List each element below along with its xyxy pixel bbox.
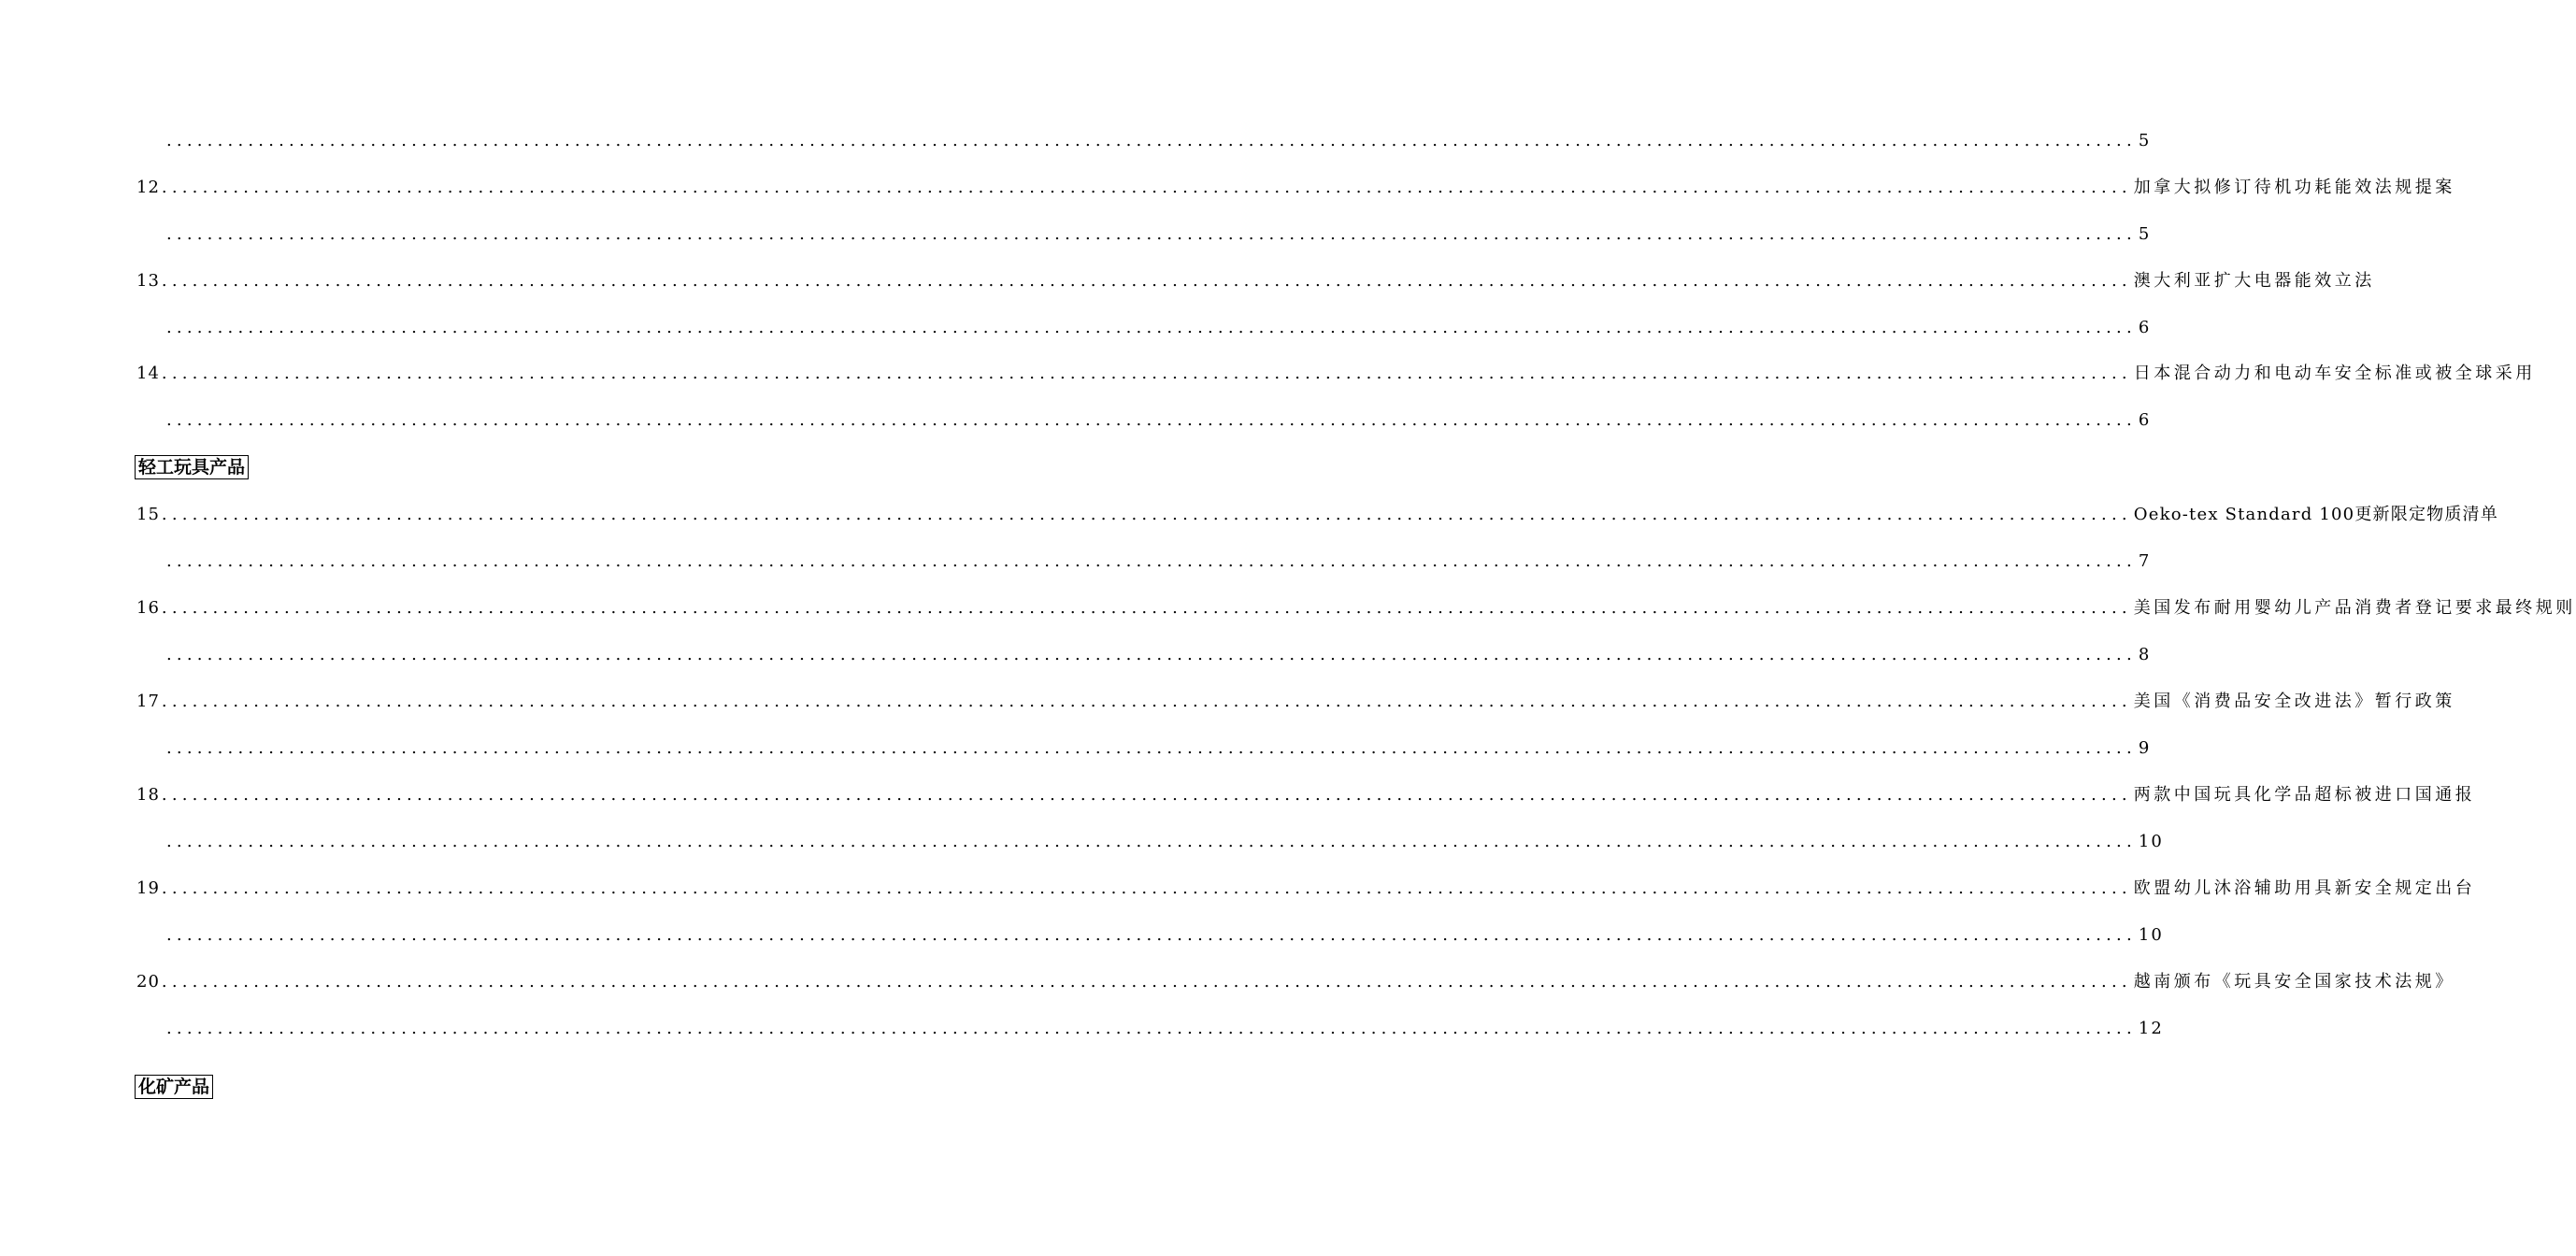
toc-entry-number: 15	[136, 505, 160, 524]
toc-page-number: 5	[2138, 224, 2152, 244]
dot-leader	[162, 595, 2132, 621]
toc-page-line[interactable]	[165, 128, 2152, 154]
toc-entry-title: 加拿大拟修订待机功耗能效法规提案	[2133, 178, 2455, 197]
toc-entry-20[interactable]	[136, 969, 2455, 995]
dot-leader	[162, 876, 2132, 902]
toc-entry-title: 澳大利亚扩大电器能效立法	[2133, 271, 2375, 291]
dot-leader	[166, 407, 2137, 434]
dot-leader	[166, 922, 2137, 949]
section-heading-chemical-mineral[interactable]: 化矿产品	[135, 1075, 213, 1099]
dot-leader	[166, 642, 2137, 668]
toc-entry-18[interactable]	[136, 782, 2476, 808]
toc-entry-13[interactable]	[136, 268, 2375, 294]
dot-leader	[166, 315, 2137, 341]
toc-entry-number: 16	[136, 598, 160, 618]
dot-leader	[166, 128, 2137, 154]
toc-page-number: 7	[2138, 551, 2152, 571]
dot-leader	[166, 829, 2137, 855]
toc-entry-title: 两款中国玩具化学品超标被进口国通报	[2133, 785, 2476, 805]
toc-entry-number: 19	[136, 878, 160, 898]
toc-entry-12[interactable]	[136, 175, 2455, 201]
toc-page-line[interactable]	[165, 922, 2164, 949]
dot-leader	[166, 549, 2137, 575]
toc-entry-title: 美国《消费品安全改进法》暂行政策	[2133, 692, 2455, 711]
toc-entry-number: 17	[136, 692, 160, 711]
toc-page-line[interactable]	[165, 829, 2164, 855]
toc-entry-number: 12	[136, 178, 160, 197]
dot-leader	[166, 1016, 2137, 1042]
toc-page-line[interactable]	[165, 315, 2152, 341]
dot-leader	[162, 782, 2132, 808]
dot-leader	[162, 689, 2132, 715]
toc-entry-17[interactable]	[136, 689, 2455, 715]
toc-entry-number: 14	[136, 364, 160, 383]
dot-leader	[166, 735, 2137, 762]
toc-page-number: 5	[2138, 131, 2152, 150]
dot-leader	[162, 268, 2132, 294]
section-heading-light-industry-toys[interactable]: 轻工玩具产品	[135, 455, 249, 479]
toc-page-line[interactable]	[165, 407, 2152, 434]
toc-entry-15[interactable]	[136, 502, 2498, 528]
dot-leader	[162, 175, 2132, 201]
toc-page-line[interactable]	[165, 642, 2152, 668]
toc-page-number: 12	[2138, 1019, 2164, 1038]
toc-page-line[interactable]	[165, 1016, 2164, 1042]
dot-leader	[162, 969, 2132, 995]
toc-page-number: 6	[2138, 318, 2152, 337]
toc-entry-title: Oeko-tex Standard 100更新限定物质清单	[2133, 505, 2498, 524]
toc-page-number: 10	[2138, 832, 2164, 851]
toc-page-number: 6	[2138, 410, 2152, 430]
toc-entry-title: 美国发布耐用婴幼儿产品消费者登记要求最终规则	[2133, 598, 2576, 618]
dot-leader	[166, 221, 2137, 248]
toc-page-number: 9	[2138, 738, 2152, 758]
toc-page-number: 10	[2138, 925, 2164, 945]
toc-entry-19[interactable]	[136, 876, 2476, 902]
toc-entry-number: 20	[136, 972, 160, 992]
toc-page-line[interactable]	[165, 221, 2152, 248]
toc-entry-16[interactable]	[136, 595, 2576, 621]
toc-page-line[interactable]	[165, 735, 2152, 762]
toc-entry-title: 日本混合动力和电动车安全标准或被全球采用	[2133, 364, 2536, 383]
toc-entry-title: 欧盟幼儿沐浴辅助用具新安全规定出台	[2133, 878, 2476, 898]
toc-entry-title: 越南颁布《玩具安全国家技术法规》	[2133, 972, 2455, 992]
toc-page-line[interactable]	[165, 549, 2152, 575]
toc-entry-number: 18	[136, 785, 160, 805]
dot-leader	[162, 361, 2132, 387]
dot-leader	[162, 502, 2132, 528]
toc-entry-number: 13	[136, 271, 160, 291]
toc-page-number: 8	[2138, 645, 2152, 664]
toc-entry-14[interactable]	[136, 361, 2536, 387]
